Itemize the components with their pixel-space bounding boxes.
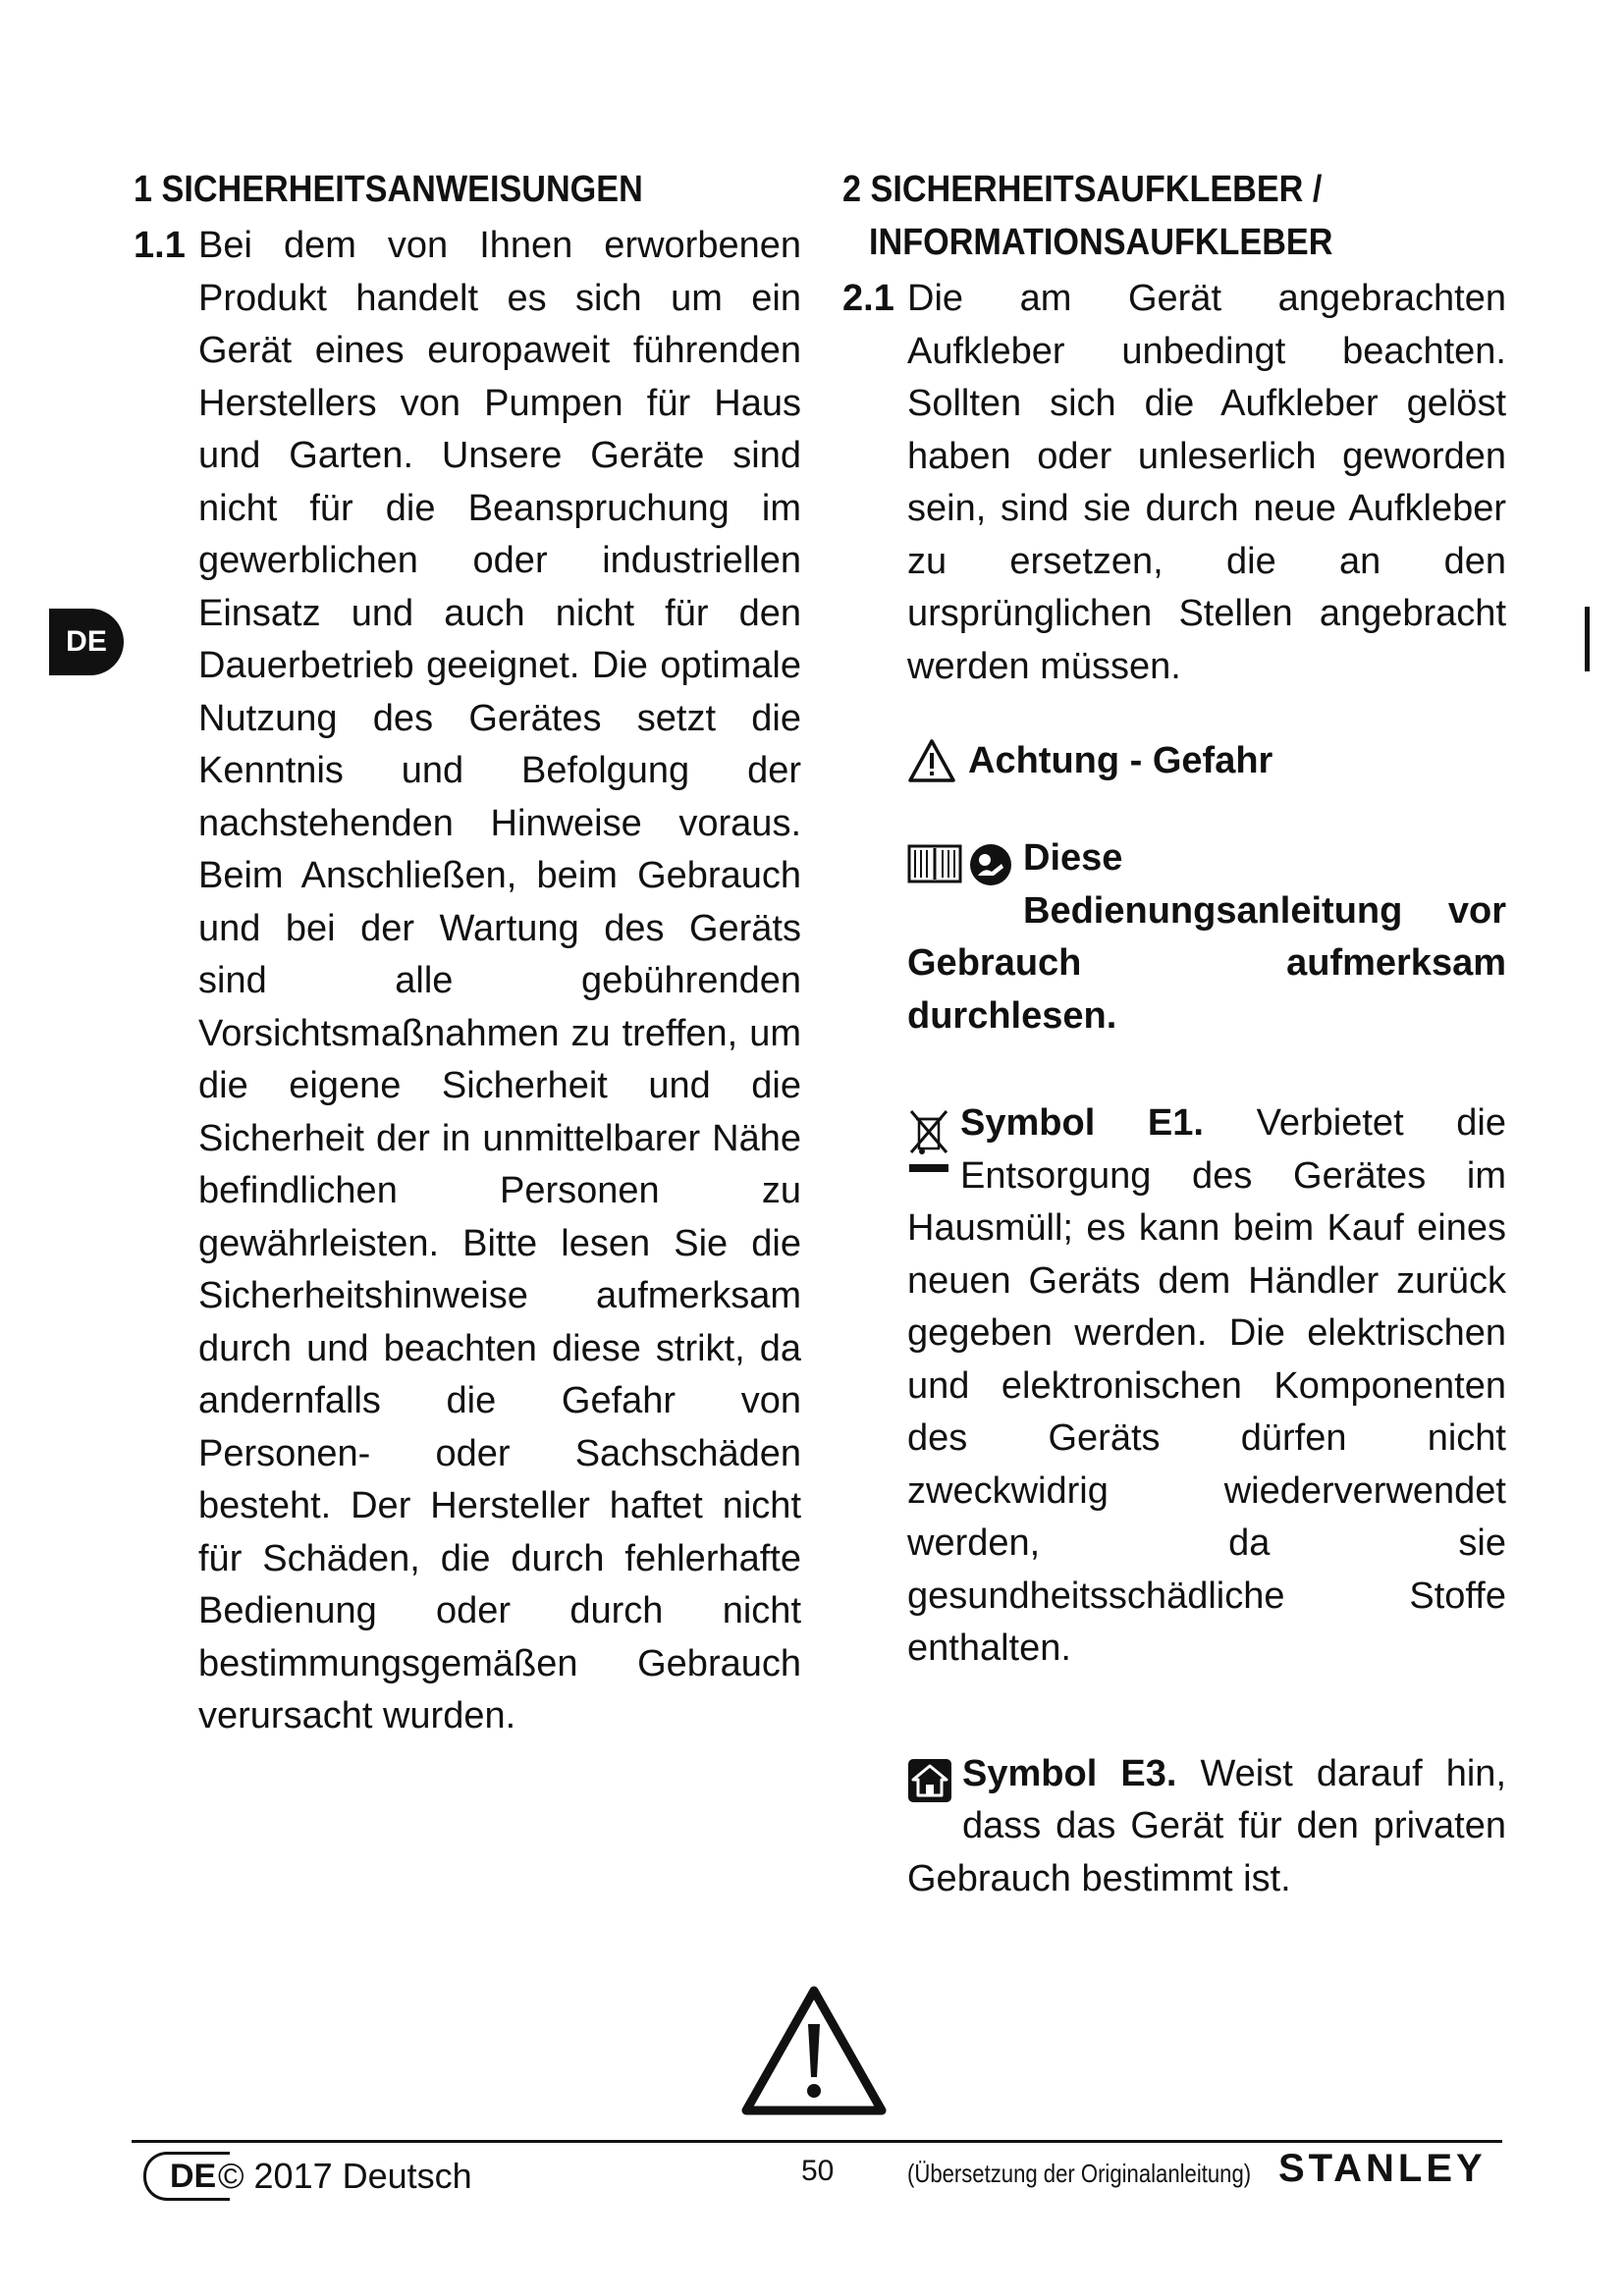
crossed-bin-icon: [907, 1107, 950, 1176]
paragraph-1-1-number: 1.1: [134, 225, 186, 266]
footer-language-badge: DE: [143, 2152, 230, 2201]
paragraph-2-1-number: 2.1: [842, 278, 894, 319]
symbol-e3-notice: [907, 1748, 1506, 1906]
read-manual-icons: [907, 832, 1013, 887]
footer-brand-logo: STANLEY: [1278, 2147, 1487, 2190]
footer-copyright: © 2017 Deutsch: [218, 2156, 472, 2196]
manual-book-icon: [907, 842, 962, 885]
symbol-e1-title: Symbol E1.: [960, 1102, 1204, 1144]
danger-notice: [907, 734, 1506, 787]
symbol-e3-icon-wrap: [907, 1748, 952, 1803]
paragraph-1-1: [134, 220, 801, 1743]
read-manual-text: Diese Bedienungsanleitung vor Gebrauch aufmerksam durchlesen.: [907, 837, 1506, 1037]
danger-notice-label: Achtung - Gefahr: [968, 740, 1273, 781]
section-2-heading-line1: 2 SICHERHEITSAUFKLEBER /: [842, 169, 1323, 210]
symbol-e1-icon-wrap: [907, 1097, 950, 1176]
left-column: [134, 163, 801, 1743]
symbol-e3-text: Weist darauf hin, dass das Gerät für den privaten Gebrauch bestimmt ist.: [907, 1752, 1506, 1899]
footer-page-number: 50: [801, 2155, 835, 2187]
footer-translation-note: (Übersetzung der Originalanleitung): [907, 2159, 1252, 2188]
warning-triangle-icon: [907, 738, 956, 783]
language-side-tab: [49, 609, 124, 675]
large-warning-sign-icon: [740, 1983, 888, 2118]
symbol-e1-notice: [907, 1097, 1506, 1676]
paragraph-1-1-text: Bei dem von Ihnen erworbenen Produkt handelt es sich um ein Gerät eines europaweit führenden Herstellers von Pumpen für Haus und Garten. Unsere Geräte sind nicht für die Beanspruchung im gewerblichen oder industriellen Einsatz und auch nicht für den Dauerbetrieb geeignet. Die optimale Nutzung des Gerätes setzt die Kenntnis und Befolgung der nachstehenden Hinweise voraus. Beim Anschließen, beim Gebrauch und bei der Wartung des Geräts sind alle gebührenden Vorsichtsmaßnahmen zu treffen, um die eigene Sicherheit und die Sicherheit der in unmittelbarer Nähe befindlichen Personen zu gewährleisten. Bitte lesen Sie die Sicherheitshinweise aufmerksam durch und beachten diese strikt, da andernfalls die Gefahr von Personen- oder Sachschäden besteht. Der Hersteller haftet nicht für Schäden, die durch fehlerhafte Bedienung oder durch nicht bestimmungsgemäßen Gebrauch verursacht wurden.: [198, 225, 801, 1736]
right-column: [842, 163, 1506, 1905]
read-manual-notice: [907, 832, 1506, 1042]
footer-rule: [132, 2140, 1502, 2143]
paragraph-2-1-text: Die am Gerät angebrachten Aufkleber unbedingt beachten. Sollten sich die Aufkleber gelöst haben oder unleserlich geworden sein, sind sie durch neue Aufkleber zu ersetzen, die an den ursprünglichen Stellen angebracht werden müssen.: [907, 278, 1506, 687]
paragraph-2-1: [842, 273, 1506, 693]
read-instructions-icon: [968, 842, 1013, 887]
household-use-icon: [907, 1758, 952, 1803]
section-2-heading-line2: INFORMATIONSAUFKLEBER: [869, 222, 1333, 263]
right-margin-bar: [1585, 607, 1590, 671]
language-side-tab-label: DE: [66, 625, 107, 658]
section-1-heading: 1 SICHERHEITSANWEISUNGEN: [134, 169, 643, 210]
symbol-e1-text: Verbietet die Entsorgung des Gerätes im Hausmüll; es kann beim Kauf eines neuen Geräts dem Händler zurück gegeben werden. Die elektrischen und elektronischen Komponenten des Geräts dürfen nicht zweckwidrig wiederverwendet werden, da sie gesundheitsschädliche Stoffe enthalten.: [907, 1102, 1506, 1669]
symbol-e3-title: Symbol E3.: [962, 1752, 1177, 1794]
